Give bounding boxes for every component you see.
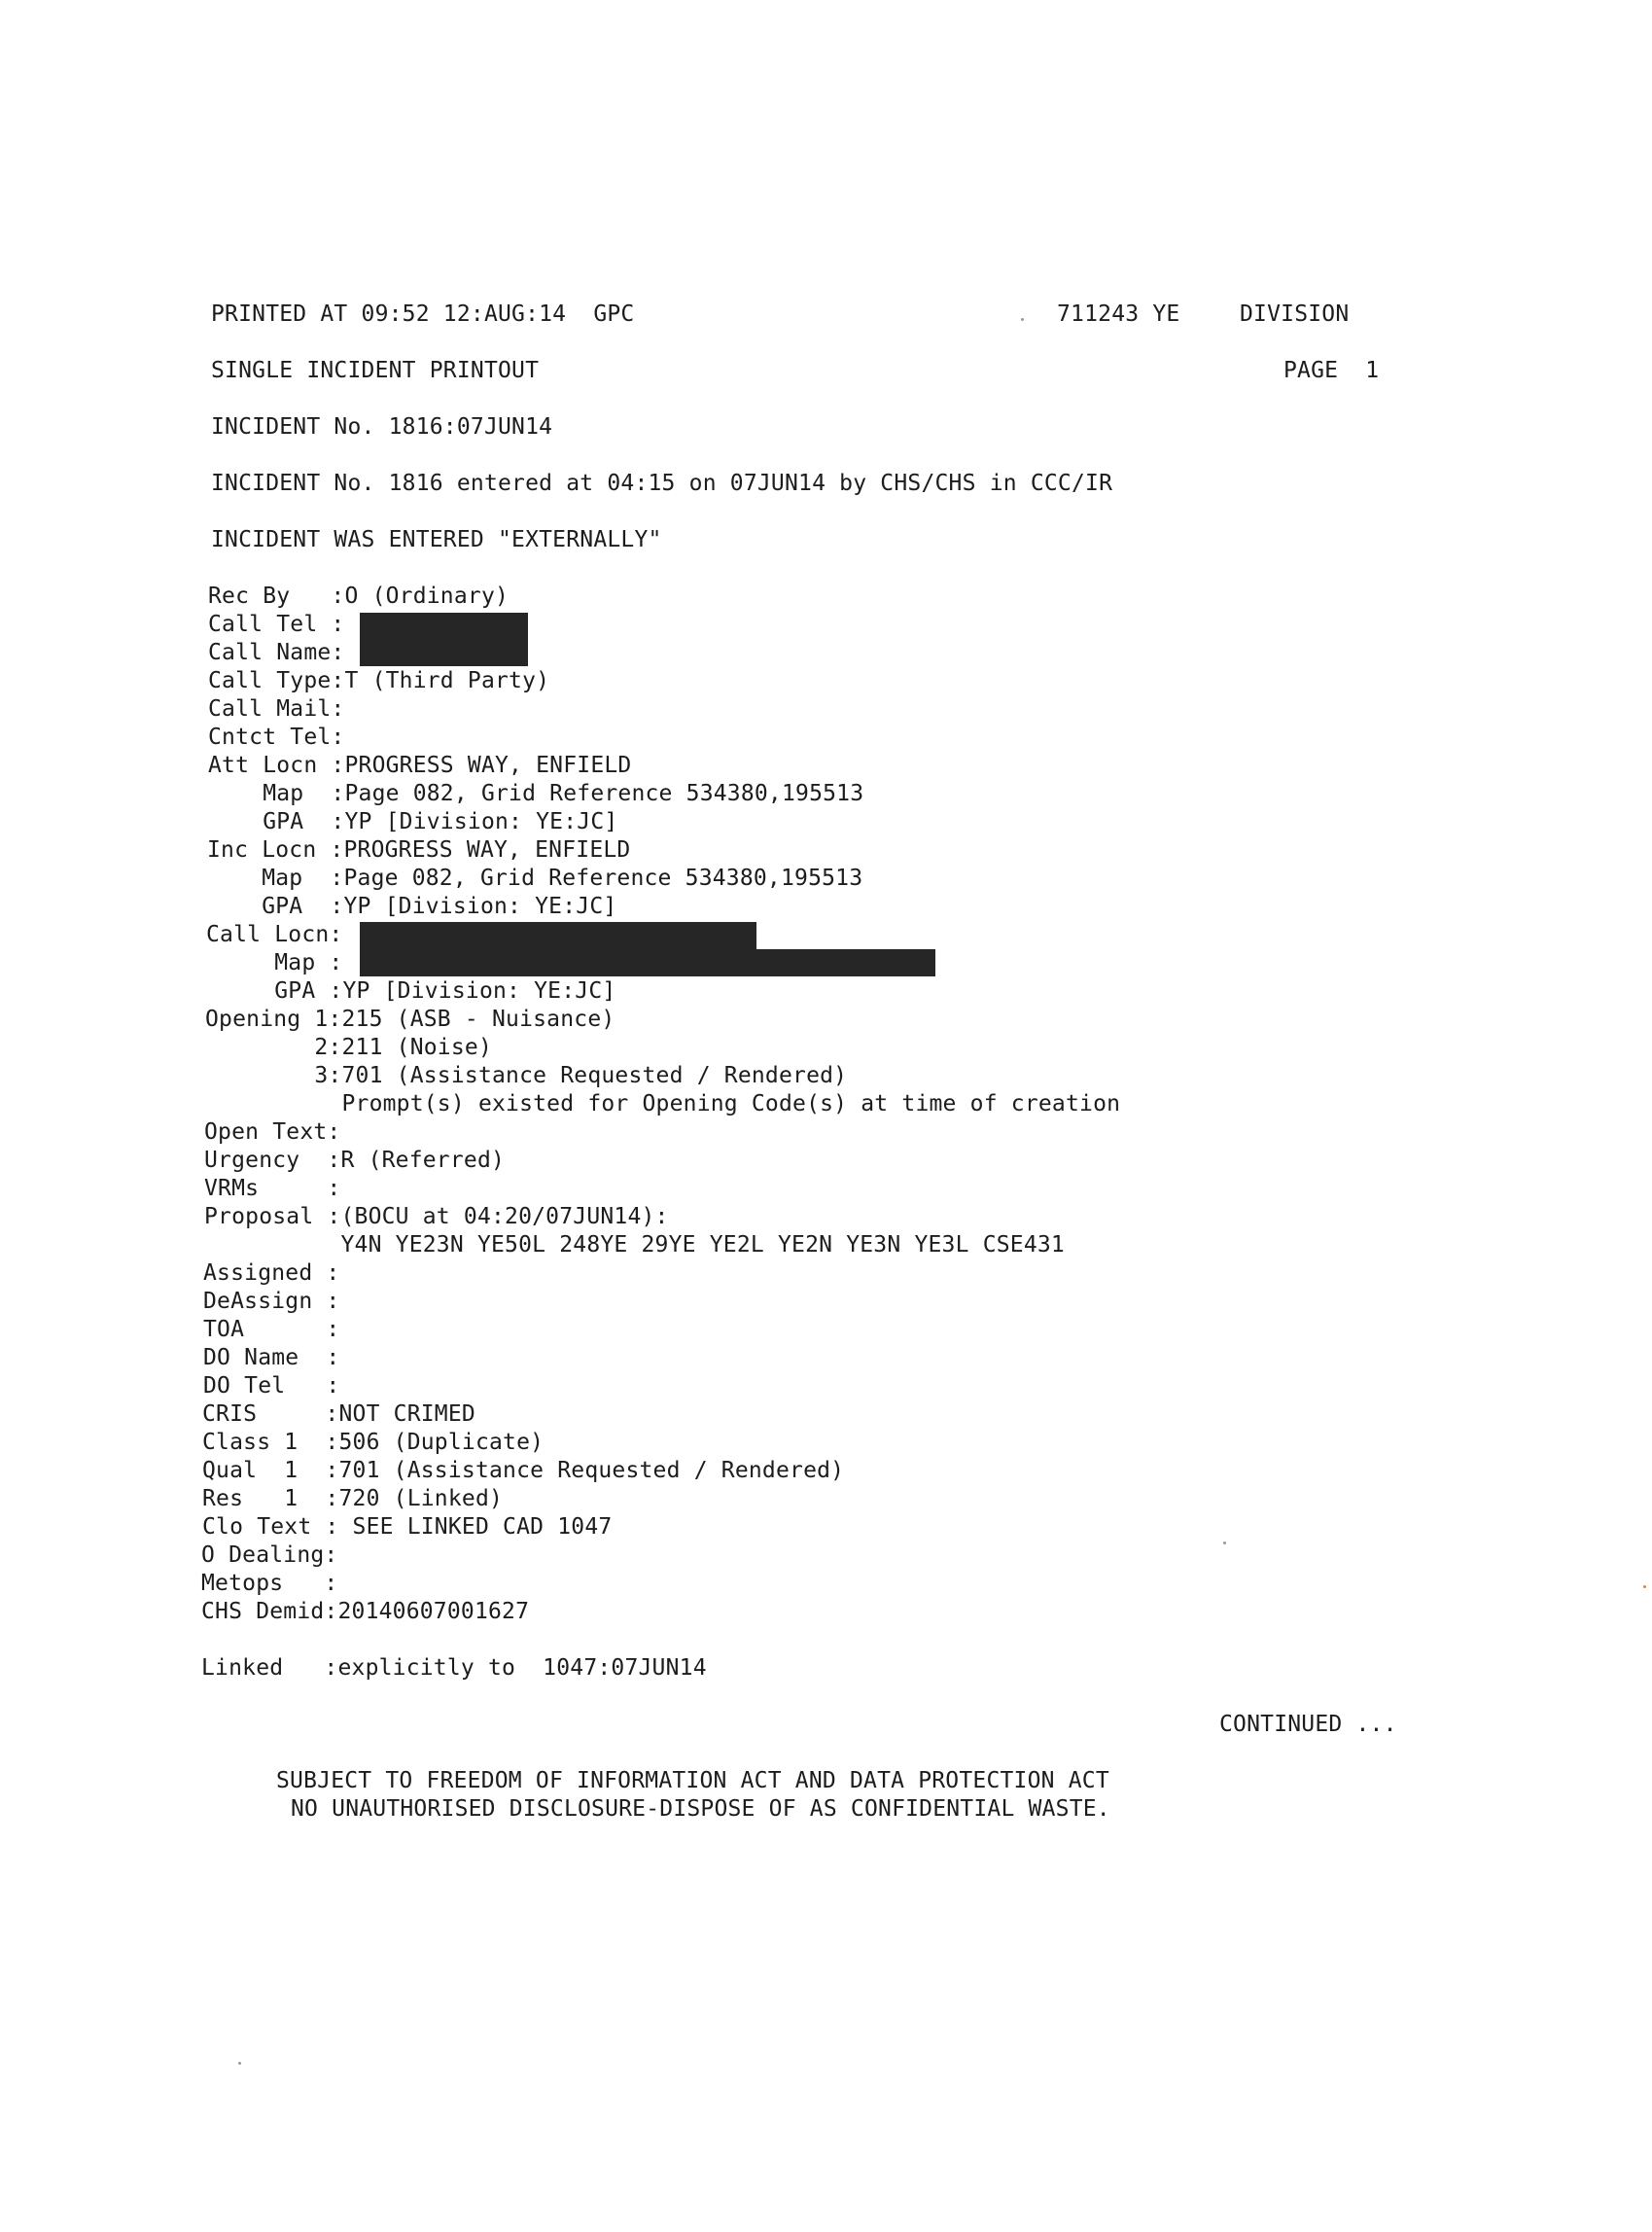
closing-text-field: Clo Text : SEE LINKED CAD 1047: [202, 1514, 613, 1540]
inc-map-field: Map :Page 082, Grid Reference 534380,195513: [207, 866, 863, 891]
call-location-redaction: [360, 922, 756, 949]
scan-speck: [1223, 1541, 1226, 1544]
class-1-field: Class 1 :506 (Duplicate): [202, 1430, 545, 1455]
incident-number: INCIDENT No. 1816:07JUN14: [211, 414, 553, 440]
proposal-field: Proposal :(BOCU at 04:20/07JUN14):: [204, 1204, 669, 1229]
call-tel-field: Call Tel :: [208, 612, 345, 637]
deassign-field: DeAssign :: [203, 1289, 340, 1314]
toa-field: TOA :: [203, 1317, 340, 1342]
scan-speck: [1021, 318, 1024, 321]
foi-notice-line-1: SUBJECT TO FREEDOM OF INFORMATION ACT AND DATA PROTECTION ACT: [276, 1768, 1109, 1793]
do-tel-field: DO Tel :: [203, 1373, 340, 1399]
entered-externally-line: INCIDENT WAS ENTERED "EXTERNALLY": [211, 527, 662, 552]
inc-location-field: Inc Locn :PROGRESS WAY, ENFIELD: [207, 837, 631, 863]
division-reference: 711243 YE: [1057, 301, 1180, 327]
rec-by-field: Rec By :O (Ordinary): [208, 584, 510, 609]
proposal-units: Y4N YE23N YE50L 248YE 29YE YE2L YE2N YE3N YE3L CSE431: [204, 1232, 1065, 1258]
inc-gpa-field: GPA :YP [Division: YE:JC]: [207, 894, 617, 919]
linked-field: Linked :explicitly to 1047:07JUN14: [201, 1655, 707, 1681]
att-map-field: Map :Page 082, Grid Reference 534380,195513: [208, 781, 864, 806]
printed-at-line: PRINTED AT 09:52 12:AUG:14 GPC: [211, 301, 635, 327]
do-name-field: DO Name :: [203, 1345, 340, 1370]
call-gpa-field: GPA :YP [Division: YE:JC]: [206, 978, 616, 1004]
cris-field: CRIS :NOT CRIMED: [202, 1401, 475, 1427]
opening-code-2: 2:211 (Noise): [205, 1035, 492, 1060]
foi-notice-line-2: NO UNAUTHORISED DISCLOSURE-DISPOSE OF AS CONFIDENTIAL WASTE.: [291, 1796, 1110, 1822]
assigned-field: Assigned :: [203, 1260, 340, 1286]
page-number: PAGE 1: [1283, 358, 1380, 383]
o-dealing-field: O Dealing:: [201, 1542, 338, 1568]
res-1-field: Res 1 :720 (Linked): [202, 1486, 504, 1511]
division-label: DIVISION: [1240, 301, 1350, 327]
call-type-field: Call Type:T (Third Party): [208, 668, 550, 693]
incident-entered-line: INCIDENT No. 1816 entered at 04:15 on 07JUN14 by CHS/CHS in CCC/IR: [211, 471, 1113, 496]
chs-demid-field: CHS Demid:20140607001627: [201, 1599, 530, 1624]
call-map-field: Map :: [206, 950, 343, 975]
call-name-field: Call Name:: [208, 640, 345, 665]
document-title: SINGLE INCIDENT PRINTOUT: [211, 358, 540, 383]
scan-speck: [238, 2062, 241, 2065]
call-tel-name-redaction: [360, 613, 528, 666]
metops-field: Metops :: [201, 1571, 338, 1596]
urgency-field: Urgency :R (Referred): [204, 1148, 506, 1173]
call-mail-field: Call Mail:: [208, 696, 345, 722]
vrms-field: VRMs :: [204, 1176, 341, 1201]
att-location-field: Att Locn :PROGRESS WAY, ENFIELD: [208, 753, 632, 778]
prompt-note: Prompt(s) existed for Opening Code(s) at time of creation: [205, 1091, 1121, 1116]
call-location-field: Call Locn:: [206, 922, 343, 947]
att-gpa-field: GPA :YP [Division: YE:JC]: [208, 809, 618, 834]
call-map-redaction: [360, 949, 935, 976]
contact-tel-field: Cntct Tel:: [208, 725, 345, 750]
continued-marker: CONTINUED ...: [1219, 1712, 1397, 1737]
opening-code-3: 3:701 (Assistance Requested / Rendered): [205, 1063, 848, 1088]
qual-1-field: Qual 1 :701 (Assistance Requested / Rendered): [202, 1458, 845, 1483]
opening-code-1: Opening 1:215 (ASB - Nuisance): [205, 1007, 615, 1032]
open-text-field: Open Text:: [204, 1119, 341, 1145]
scan-speck: [1643, 1585, 1646, 1588]
